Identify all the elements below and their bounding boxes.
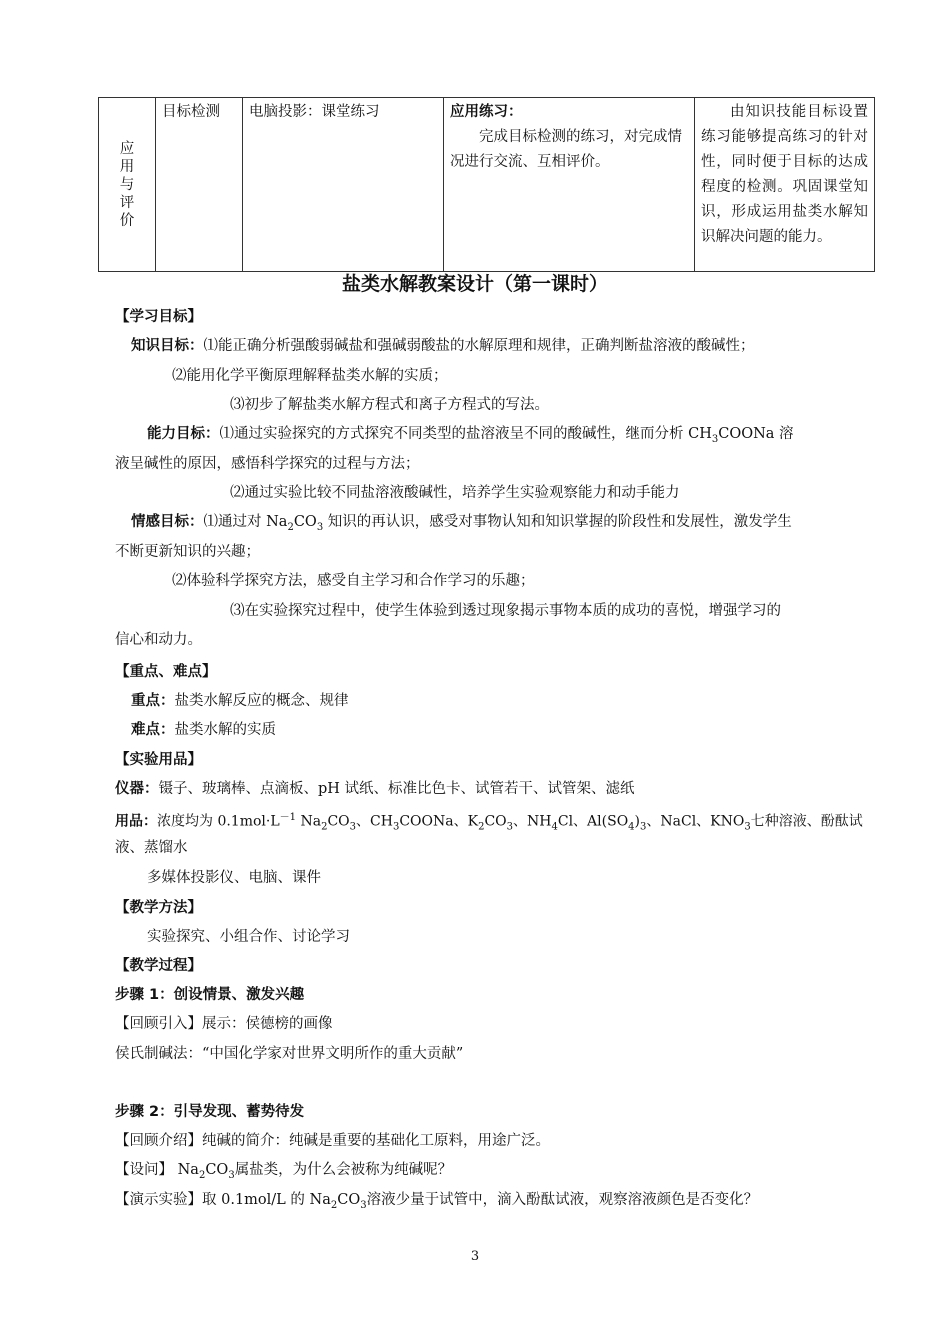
media: 多媒体投影仪、电脑、课件 [147, 870, 321, 886]
evaluation-table [98, 97, 875, 272]
instruments: 仪器：镊子、玻璃棒、点滴板、pH 试纸、标准比色卡、试管若干、试管架、滤纸 [115, 781, 635, 797]
hou-process: 侯氏制碱法：“中国化学家对世界文明所作的重大贡献” [115, 1046, 464, 1062]
heading-key-points: 【重点、难点】 [115, 664, 217, 680]
practice-body: 完成目标检测的练习，对完成情况进行交流、互相评价。 [450, 129, 682, 170]
reagents-cont: 液、蒸馏水 [115, 840, 188, 856]
table-cell-goal-check: 目标检测 [156, 98, 243, 272]
table-cell-purpose: 由知识技能目标设置练习能够提高练习的针对性，同时便于目标的达成程度的检测。巩固课堂知识，形成运用盐类水解知识解决问题的能力。 [695, 98, 875, 272]
step-2: 步骤 2：引导发现、蓄势待发 [115, 1104, 305, 1120]
demo-experiment: 【演示实验】取 0.1mol/L 的 $Na_2CO_3$溶液少量于试管中，滴入酚酞试液，观察溶液颜色是否变化？ [115, 1192, 759, 1211]
emotion-goal-1-cont: 不断更新知识的兴趣； [115, 544, 260, 560]
ability-goal-2: ⑵通过实验比较不同盐溶液酸碱性，培养学生实验观察能力和动手能力 [230, 485, 680, 501]
methods: 实验探究、小组合作、讨论学习 [147, 929, 350, 945]
heading-process: 【教学过程】 [115, 958, 202, 974]
review-introduction: 【回顾介绍】纯碱的简介：纯碱是重要的基础化工原料，用途广泛。 [115, 1133, 550, 1149]
page-number: 3 [470, 1249, 480, 1264]
emotion-goal-2: ⑵体验科学探究方法，感受自主学习和合作学习的乐趣； [172, 573, 535, 589]
practice-title: 应用练习： [450, 104, 523, 120]
table-cell-practice [444, 98, 695, 272]
heading-goals: 【学习目标】 [115, 309, 202, 325]
ability-goal-1-cont: 液呈碱性的原因，感悟科学探究的过程与方法； [115, 456, 420, 472]
section-label: 应 用 与 评 价 [99, 98, 156, 272]
heading-methods: 【教学方法】 [115, 900, 202, 916]
emotion-goal-1: 情感目标：⑴通过对 $Na_2CO_3$ 知识的再认识，感受对事物认知和知识掌握的阶段性和发展性，激发学生 [131, 514, 792, 533]
emotion-goal-3-cont: 信心和动力。 [115, 632, 202, 648]
heading-materials: 【实验用品】 [115, 752, 202, 768]
key-point: 重点：盐类水解反应的概念、规律 [131, 693, 349, 709]
review-intro: 【回顾引入】展示：侯德榜的画像 [115, 1016, 333, 1032]
knowledge-goal-2: ⑵能用化学平衡原理解释盐类水解的实质； [172, 368, 448, 384]
step-1: 步骤 1：创设情景、激发兴趣 [115, 987, 305, 1003]
knowledge-goal-1: 知识目标：⑴能正确分析强酸弱碱盐和强碱弱酸盐的水解原理和规律，正确判断盐溶液的酸碱性； [131, 338, 755, 354]
ability-goal-1: 能力目标：⑴通过实验探究的方式探究不同类型的盐溶液呈不同的酸碱性，继而分析 $CH_3COONa$ 溶 [147, 426, 794, 445]
knowledge-goal-3: ⑶初步了解盐类水解方程式和离子方程式的写法。 [230, 397, 549, 413]
emotion-goal-3: ⑶在实验探究过程中，使学生体验到透过现象揭示事物本质的成功的喜悦，增强学习的 [230, 603, 781, 619]
question: 【设问】 $Na_2CO_3$属盐类，为什么会被称为纯碱呢？ [115, 1162, 453, 1181]
reagents: 用品：浓度均为 $0.1mol\cdot L^{-1}$ $Na_2CO_3$、$CH_3COONa$、$K_2CO_3$、$NH_4Cl$、$Al(SO_4)_3$、NaCl、$KNO_3$七种溶液、酚酞试 [115, 812, 863, 833]
page-title: 盐类水解教案设计（第一课时） [341, 273, 608, 295]
difficult-point: 难点：盐类水解的实质 [131, 722, 276, 738]
table-cell-media: 电脑投影：课堂练习 [243, 98, 444, 272]
